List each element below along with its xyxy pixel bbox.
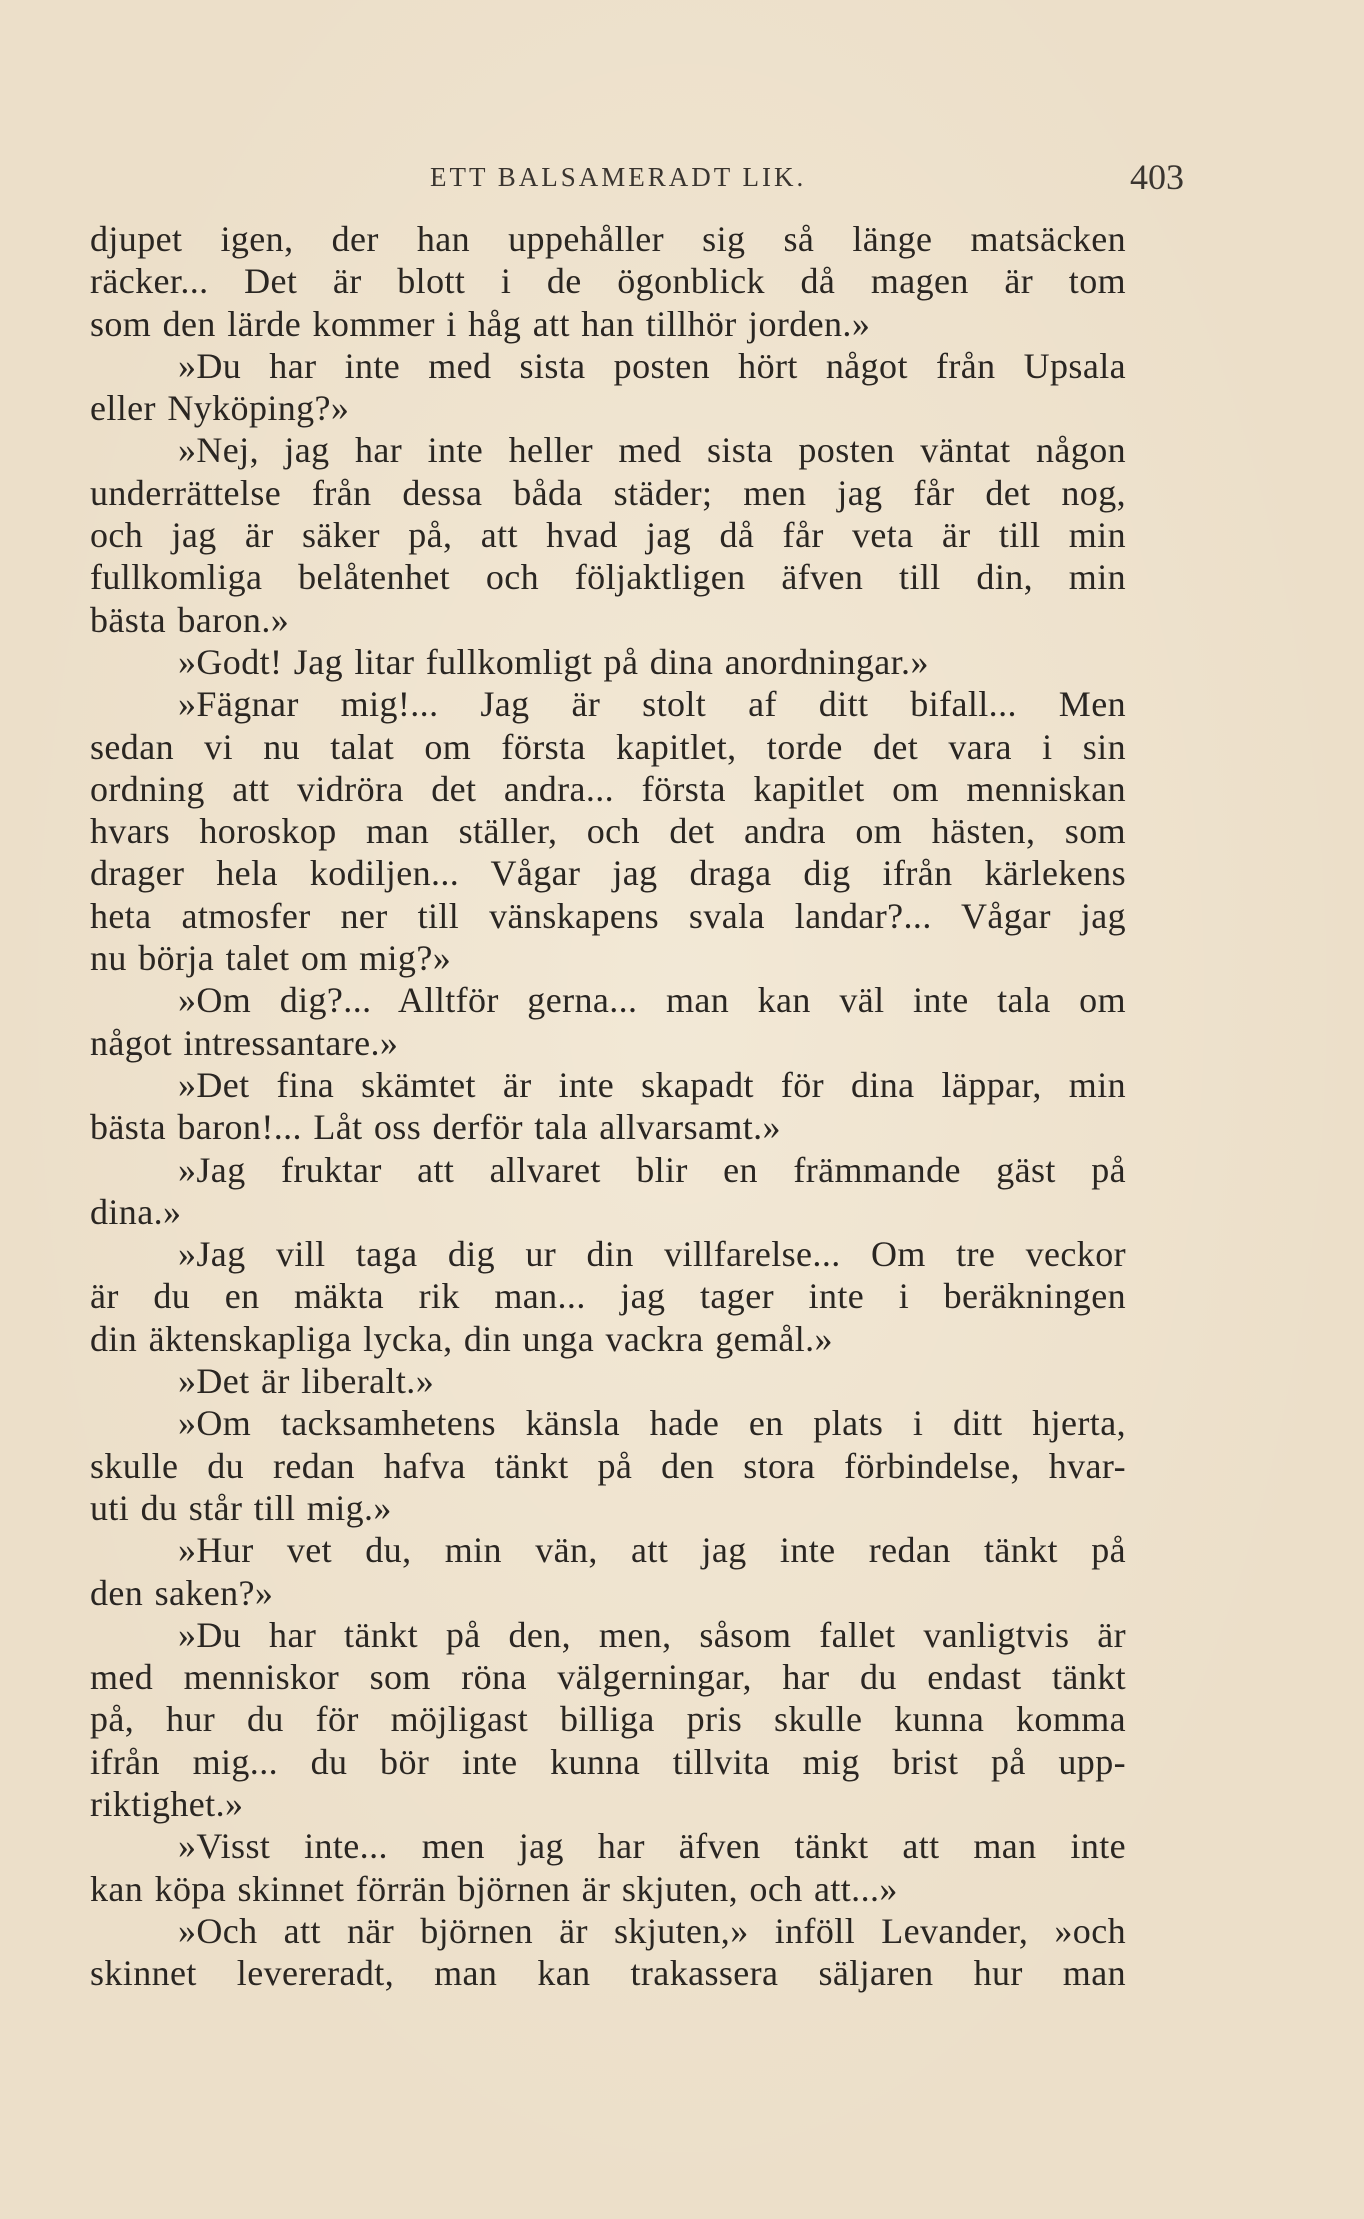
text-line: »Om dig?... Alltför gerna... man kan väl inte tala om	[178, 980, 1126, 1021]
text-line: »Det fina skämtet är inte skapadt för dina läppar, min	[178, 1064, 1126, 1105]
text-line: »Du har inte med sista posten hört något från Upsala	[178, 345, 1126, 386]
text-line: uti du står till mig.»	[90, 1487, 392, 1528]
text-line: är du en mäkta rik man... jag tager inte i beräkningen	[90, 1276, 1126, 1317]
running-title: ETT BALSAMERADT LIK.	[430, 162, 807, 192]
text-line: din äktenskapliga lycka, din unga vackra gemål.»	[90, 1318, 833, 1359]
text-line: nu börja talet om mig?»	[90, 938, 452, 979]
text-line: »Om tacksamhetens känsla hade en plats i ditt hjerta,	[178, 1403, 1126, 1444]
text-line: underrättelse från dessa båda städer; men jag får det nog,	[90, 472, 1126, 513]
text-line: eller Nyköping?»	[90, 388, 350, 429]
text-line: »Och att när björnen är skjuten,» inföll Levander, »och	[178, 1910, 1126, 1951]
page-number: 403	[1130, 157, 1184, 197]
text-line: heta atmosfer ner till vänskapens svala landar?... Vågar jag	[90, 895, 1126, 936]
text-line: »Det är liberalt.»	[178, 1361, 435, 1402]
text-line: hvars horoskop man ställer, och det andra om hästen, som	[90, 811, 1126, 852]
text-line: den saken?»	[90, 1572, 274, 1613]
text-line: på, hur du för möjligast billiga pris skulle kunna komma	[90, 1699, 1126, 1740]
text-line: »Nej, jag har inte heller med sista posten väntat någon	[178, 430, 1126, 471]
text-line: som den lärde kommer i håg att han tillhör jorden.»	[90, 303, 871, 344]
text-line: drager hela kodiljen... Vågar jag draga dig ifrån kärlekens	[90, 853, 1126, 894]
text-line: »Hur vet du, min vän, att jag inte redan tänkt på	[178, 1530, 1126, 1571]
text-line: riktighet.»	[90, 1783, 244, 1824]
text-line: skinnet levereradt, man kan trakassera säljaren hur man	[90, 1953, 1126, 1994]
text-line: »Du har tänkt på den, men, såsom fallet vanligtvis är	[178, 1614, 1126, 1655]
text-line: räcker... Det är blott i de ögonblick då magen är tom	[90, 261, 1126, 302]
text-line: kan köpa skinnet förrän björnen är skjuten, och att...»	[90, 1868, 898, 1909]
text-line: skulle du redan hafva tänkt på den stora förbindelse, hvar-	[90, 1445, 1126, 1486]
text-line: något intressantare.»	[90, 1022, 399, 1063]
text-line: »Jag fruktar att allvaret blir en främmande gäst på	[178, 1149, 1126, 1190]
text-line: »Godt! Jag litar fullkomligt på dina anordningar.»	[178, 641, 929, 682]
text-line: sedan vi nu talat om första kapitlet, torde det vara i sin	[90, 726, 1126, 767]
text-line: djupet igen, der han uppehåller sig så länge matsäcken	[90, 219, 1126, 259]
text-line: och jag är säker på, att hvad jag då får veta är till min	[90, 515, 1126, 556]
text-line: bästa baron!... Låt oss derför tala allvarsamt.»	[90, 1107, 781, 1148]
text-line: med menniskor som röna välgerningar, har du endast tänkt	[90, 1657, 1126, 1698]
text-line: fullkomliga belåtenhet och följaktligen äfven till din, min	[90, 557, 1126, 598]
text-line: »Jag vill taga dig ur din villfarelse... Om tre veckor	[178, 1234, 1126, 1275]
text-line: ifrån mig... du bör inte kunna tillvita mig brist på upp-	[90, 1741, 1126, 1782]
text-line: »Fägnar mig!... Jag är stolt af ditt bifall... Men	[178, 684, 1126, 725]
body-text	[90, 218, 1126, 1994]
running-header	[100, 150, 1184, 210]
text-line: »Visst inte... men jag har äfven tänkt att man inte	[178, 1826, 1126, 1867]
text-line: bästa baron.»	[90, 599, 290, 640]
text-line: dina.»	[90, 1191, 182, 1232]
text-line: ordning att vidröra det andra... första kapitlet om menniskan	[90, 768, 1126, 809]
